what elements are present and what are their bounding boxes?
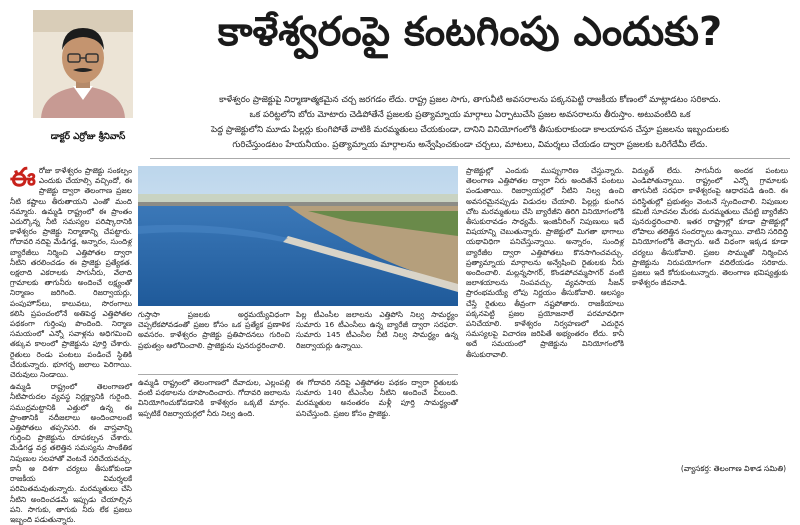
author-photo: [33, 10, 133, 118]
column-4: విద్యుత్ లేదు. సాగునీరు అందక పంటలు ఎండిపోతున్నాయి. రాష్ట్రంలో ఎన్నో గ్రామాలకు తాగునీటి సరఫరా కాళేశ్వరంపై ఆధారపడి ఉంది. ఈ పరిస్థితుల్లో ప్రభుత్వం వెంటనే స్పందించాలి. నిపుణుల కమిటీ సూచనల మేరకు మరమ్మతులు చేపట్టి బ్యారేజీని పునరుద్ధరించాలి. ఇతర రాష్ట్రాల్లో కూడా ప్రాజెక్టుల్లో లోపాలు తలెత్తిన సందర్భాలు ఉన్నాయి. వాటిని సరిదిద్ది వినియోగంలోకి తెచ్చారు. అదే విధంగా ఇక్కడ కూడా చర్యలు తీసుకోవాలి. ప్రజల సొమ్ముతో నిర్మించిన ప్రాజెక్టును నిరుపయోగంగా వదిలేయడం సరికాదు. ప్రజలు ఇదే కోరుకుంటున్నారు. తెలంగాణ భవిష్యత్తుకు కాళేశ్వరం జీవనాడి.: [632, 166, 788, 288]
column-2b: ఈ గోదావరి నదిపై ఎత్తిపోతల పథకం ద్వారా రైతులకు సుమారు 140 టీఎంసీల నీటిని అందించే వీలుంది. మరమ్మతుల అనంతరం మళ్లీ పూర్తి సామర్థ్యంతో పనిచేస్తుంది. ప్రజల కోసం ప్రాజెక్టు.: [296, 378, 458, 418]
author-credit: (వ్యాసకర్త: తెలంగాణ విశాడ సమితి): [680, 464, 786, 473]
paragraph: ఉమ్మడి రాష్ట్రంలో తెలంగాణలో నీటిపారుదల వ్యవస్థ నిర్లక్ష్యానికి గురైంది. సముద్రమట్టానికి ఎత్తులో ఉన్న ఈ ప్రాంతానికి నదీజలాలు అందించాలంటే ఎత్తిపోతలు తప్పనిసరి. ఈ వాస్తవాన్ని గుర్తించి ప్రాజెక్టును రూపకల్పన చేశారు. మేడిగడ్డ వద్ద తలెత్తిన సమస్యను సాంకేతిక నిపుణుల సలహాతో వెంటనే సరిచేయవచ్చు. కానీ ఆ దిశగా చర్యలు తీసుకోకుండా రాజకీయ విమర్శలకే పరిమితమవుతున్నారు. మరమ్మతులు చేసి నీటిని అందించడమే ఇప్పుడు చేయాల్సిన పని. సాగుకు, తాగుకు నీరు లేక ప్రజలు ఇబ్బంది పడుతున్నారు.: [10, 382, 132, 524]
headline: కాళేశ్వరంపై కంటగింపు ఎందుకు?: [217, 9, 723, 55]
paragraph: రోజు కాళేశ్వరం ప్రాజెక్టు సంకల్పం ఎందుకు చేయాల్సి వచ్చిందో, ఈ ప్రాజెక్టు ద్వారా తెలంగాణ ప్రజల నీటి కష్టాలు తీరుతాయని ఎంతో మంది నమ్మారు. ఉమ్మడి రాష్ట్రంలో ఈ ప్రాంతం ఎదుర్కొన్న నీటి సమస్యల పరిష్కారానికి కాళేశ్వరం ప్రాజెక్టు నిర్మాణాన్ని చేపట్టారు. గోదావరి నదిపై మేడిగడ్డ, అన్నారం, సుందిళ్ల బ్యారేజీలు నిర్మించి ఎత్తిపోతల ద్వారా నీటిని తరలించడం ఈ ప్రాజెక్టు ప్రత్యేకత. లక్షలాది ఎకరాలకు సాగునీరు, వేలాది గ్రామాలకు తాగునీరు అందించే లక్ష్యంతో నిర్మాణం జరిగింది. రిజర్వాయర్లు, పంపుహౌస్‌లు, కాలువలు, సొరంగాలు కలిసి ప్రపంచంలోనే అతిపెద్ద ఎత్తిపోతల పథకంగా గుర్తింపు పొందింది. నిర్మాణ సమయంలో ఎన్నో సవాళ్లను అధిగమించి తక్కువ కాలంలో ప్రాజెక్టును పూర్తి చేశారు. రైతులు రెండు పంటలు పండించే స్థితికి చేరుకున్నారు. భూగర్భ జలాలు పెరిగాయి. చెరువులు నిండాయి.: [10, 166, 132, 380]
lead-line: గురిచేస్తుండటం హేయనీయం. ప్రత్యామ్నాయ మార్గాలను అన్వేషించకుండా చర్చలు, మాటలు, విమర్శలు చేయడం ద్వారా ప్రజలకు ఒరిగేదేమీ లేదు.: [232, 140, 708, 150]
divider: [150, 158, 790, 159]
column-2a: ఉమ్మడి రాష్ట్రంలో తెలంగాణలో దేవాదుల, ఎల్లంపల్లి వంటి పథకాలను రూపొందించారు. గోదావరి జలాలను వినియోగించుకోవడానికి కాళేశ్వరం ఒక్కటే మార్గం. ఇప్పటికే రిజర్వాయర్లలో నీరు నిల్వ ఉంది.: [138, 378, 290, 418]
photo-caption-left: గుస్తాసా ప్రజలకు అర్థమయ్యేవిధంగా చెప్పలేకపోవడంతో ప్రజల కోసం ఒక ప్రత్యేక ప్రణాళిక అవసరం. కాళేశ్వరం ప్రాజెక్టు ప్రతిపాదనలు గురించి ప్రభుత్వం ఆలోచించాలి. ప్రాజెక్టును పునరుద్ధరించాలి.: [138, 310, 290, 350]
photo-caption-right: పిల్ల టీఎంసీల జలాలను ఎత్తిపోసి నిల్వ సామర్థ్యం సుమారు 16 టీఎంసీలు ఉన్న బ్యారేజీ ద్వారా సరఫరా. సుమారు 145 టీఎంసీల నీటి నిల్వ సామర్థ్యం ఉన్న రిజర్వాయర్లు ఉన్నాయి.: [296, 310, 458, 350]
column-1: [10, 163, 132, 524]
author-byline: డాక్టర్ ఎర్రోజు శ్రీనివాస్: [50, 132, 126, 142]
drop-cap: ఈ: [10, 163, 36, 193]
lead-paragraph: [150, 93, 790, 153]
lead-line: ఒక పరిట్టలోని బోరు మోటారు చెడిపోతేనే ప్రజలకు ప్రత్యామ్నాయ మార్గాలు ఏర్పాటుచేసి ప్రజల అవసరాలను తీరుస్తాం. అటువంటిది ఒక: [249, 110, 691, 120]
barrage-photo: [138, 166, 458, 306]
column-3: ప్రాజెక్టుల్లో ఎందుకు ముప్పుగారిణ చేస్తున్నారు. తెలంగాణ ఎత్తిపోతల ద్వారా నీరు అందితేనే పంటలు పండుతాయి. రిజర్వాయర్లలో నీటిని నిల్వ ఉంచి అవసరమైనప్పుడు విడుదల చేయాలి. పిల్లర్లు కుంగిన చోట మరమ్మతులు చేసి బ్యారేజీని తిరిగి వినియోగంలోకి తీసుకురావడం సాధ్యమే. ఇంజినీరింగ్ నిపుణులు ఇదే విషయాన్ని చెబుతున్నారు. ప్రాజెక్టులో మిగతా భాగాలు యథావిధిగా పనిచేస్తున్నాయి. అన్నారం, సుందిళ్ల బ్యారేజీల ద్వారా ఎత్తిపోతలు కొనసాగించవచ్చు. ప్రత్యామ్నాయ మార్గాలను అన్వేషించి రైతులకు నీరు అందించాలి. మల్లన్నసాగర్, కొండపోచమ్మసాగర్ వంటి జలాశయాలను నింపవచ్చు. వ్యవసాయ సీజన్ ప్రారంభమయ్యే లోపు నిర్ణయం తీసుకోవాలి. ఆలస్యం చేస్తే రైతులు తీవ్రంగా నష్టపోతారు. రాజకీయాలు పక్కనపెట్టి ప్రజల ప్రయోజనాలే పరమావధిగా పనిచేయాలి. కాళేశ్వరం నిర్వహణలో ఎదురైన సమస్యలపై విచారణ జరిపితే అభ్యంతరం లేదు. కానీ అదే సమయంలో ప్రాజెక్టును వినియోగంలోకి తీసుకురావాలి.: [466, 166, 624, 359]
lead-line: పెద్ద ప్రాజెక్టులోని మూడు పిల్లర్లు కుంగిపోతే వాటికి మరమ్మతులు చేయకుండా, దానిని వినియోగంలోకి తీసుకురాకుండా కాలయాపన చేస్తూ ప్రజలను ఇబ్బందులకు: [210, 125, 730, 135]
divider: [138, 374, 458, 375]
lead-line: కాళేశ్వరం ప్రాజెక్టుపై నిర్మాణాత్మకమైన చర్చ జరగడం లేదు. రాష్ట్ర ప్రజల సాగు, తాగునీటి అవసరాలను పక్కనపెట్టి రాజకీయ కోణంలో మాట్లాడటం సరికాదు.: [219, 95, 721, 105]
